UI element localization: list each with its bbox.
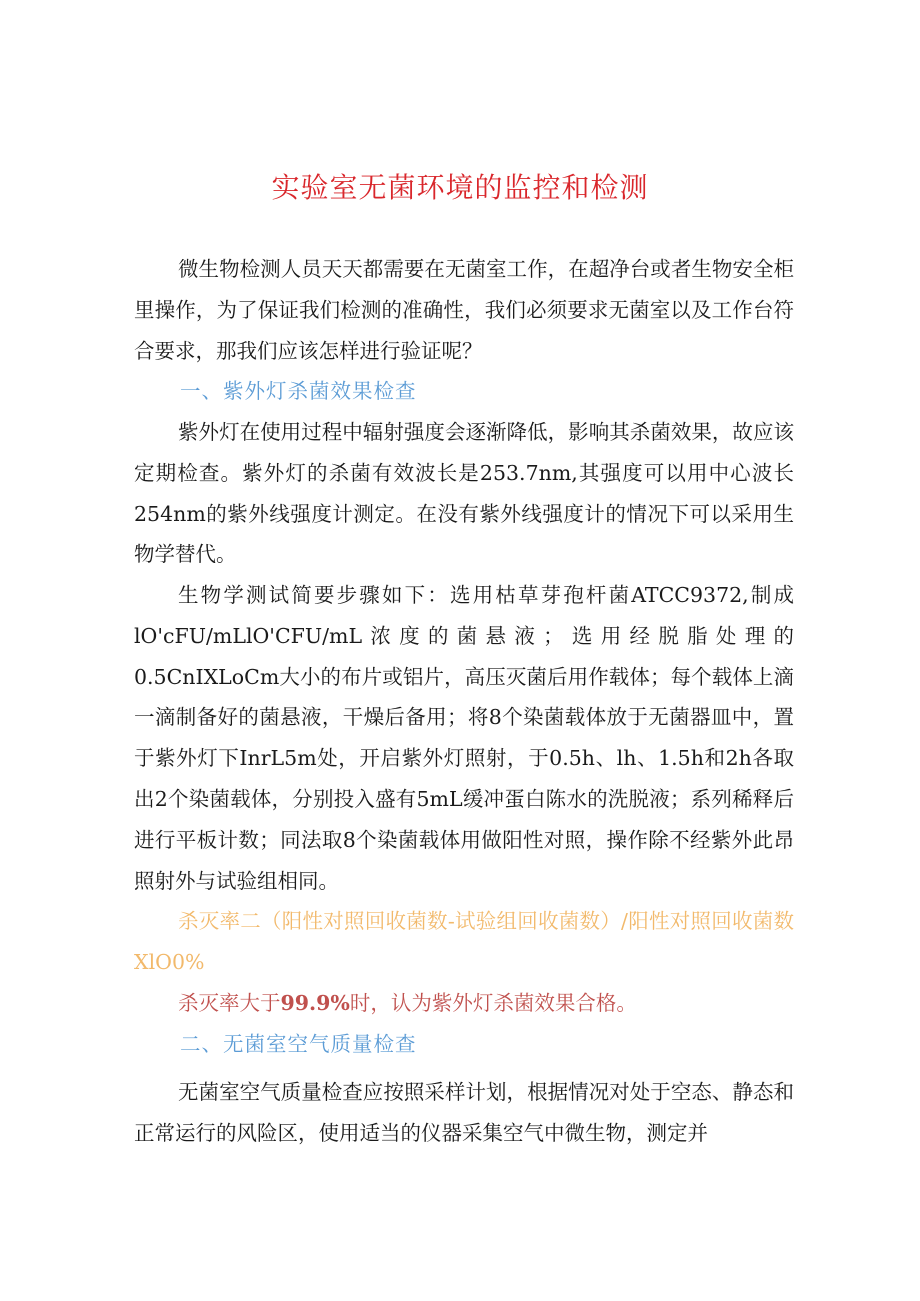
kill-rate-criterion [134,983,794,1024]
section1-heading: 一、紫外灯杀菌效果检查 [180,379,417,403]
kill-rate-formula: 杀灭率二（阳性对照回收菌数-试验组回收菌数）/阳性对照回收菌数XlO0% [134,909,794,974]
criterion-value: 99.9% [280,991,350,1015]
page-title: 实验室无菌环境的监控和检测 [271,171,649,204]
section1-paragraph-biotest: 生物学测试简要步骤如下：选用枯草芽孢杆菌ATCC9372,制成lO'cFU/mLlO'CFU/mL浓度的菌悬液；选用经脱脂处理的0.5CnIXLoCm大小的布片或铝片，高压灭菌后用作载体；每个载体上滴一滴制备好的菌悬液，干燥后备用；将8个染菌载体放于无菌器皿中，置于紫外灯下InrL5m处，开启紫外灯照射，于0.5h、lh、1.5h和2h各取出2个染菌载体，分别投入盛有5mL缓冲蛋白陈水的洗脱液；系列稀释后进行平板计数；同法取8个染菌载体用做阳性对照，操作除不经紫外此昂照射外与试验组相同。 [134,583,794,893]
section2-paragraph-air: 无菌室空气质量检查应按照采样计划，根据情况对处于空态、静态和正常运行的风险区，使用适当的仪器采集空气中微生物，测定并 [134,1080,794,1145]
intro-paragraph: 微生物检测人员天天都需要在无菌室工作，在超净台或者生物安全柜里操作，为了保证我们检测的准确性，我们必须要求无菌室以及工作台符合要求，那我们应该怎样进行验证呢？ [134,257,794,363]
criterion-suffix: 时，认为紫外灯杀菌效果合格。 [349,991,637,1015]
criterion-prefix: 杀灭率大于 [178,991,281,1015]
section2-heading: 二、无菌室空气质量检查 [180,1032,417,1056]
section1-paragraph-uv: 紫外灯在使用过程中辐射强度会逐渐降低，影响其杀菌效果，故应该定期检查。紫外灯的杀菌有效波长是253.7nm,其强度可以用中心波长254nm的紫外线强度计测定。在没有紫外线强度计的情况下可以采用生物学替代。 [134,420,794,567]
